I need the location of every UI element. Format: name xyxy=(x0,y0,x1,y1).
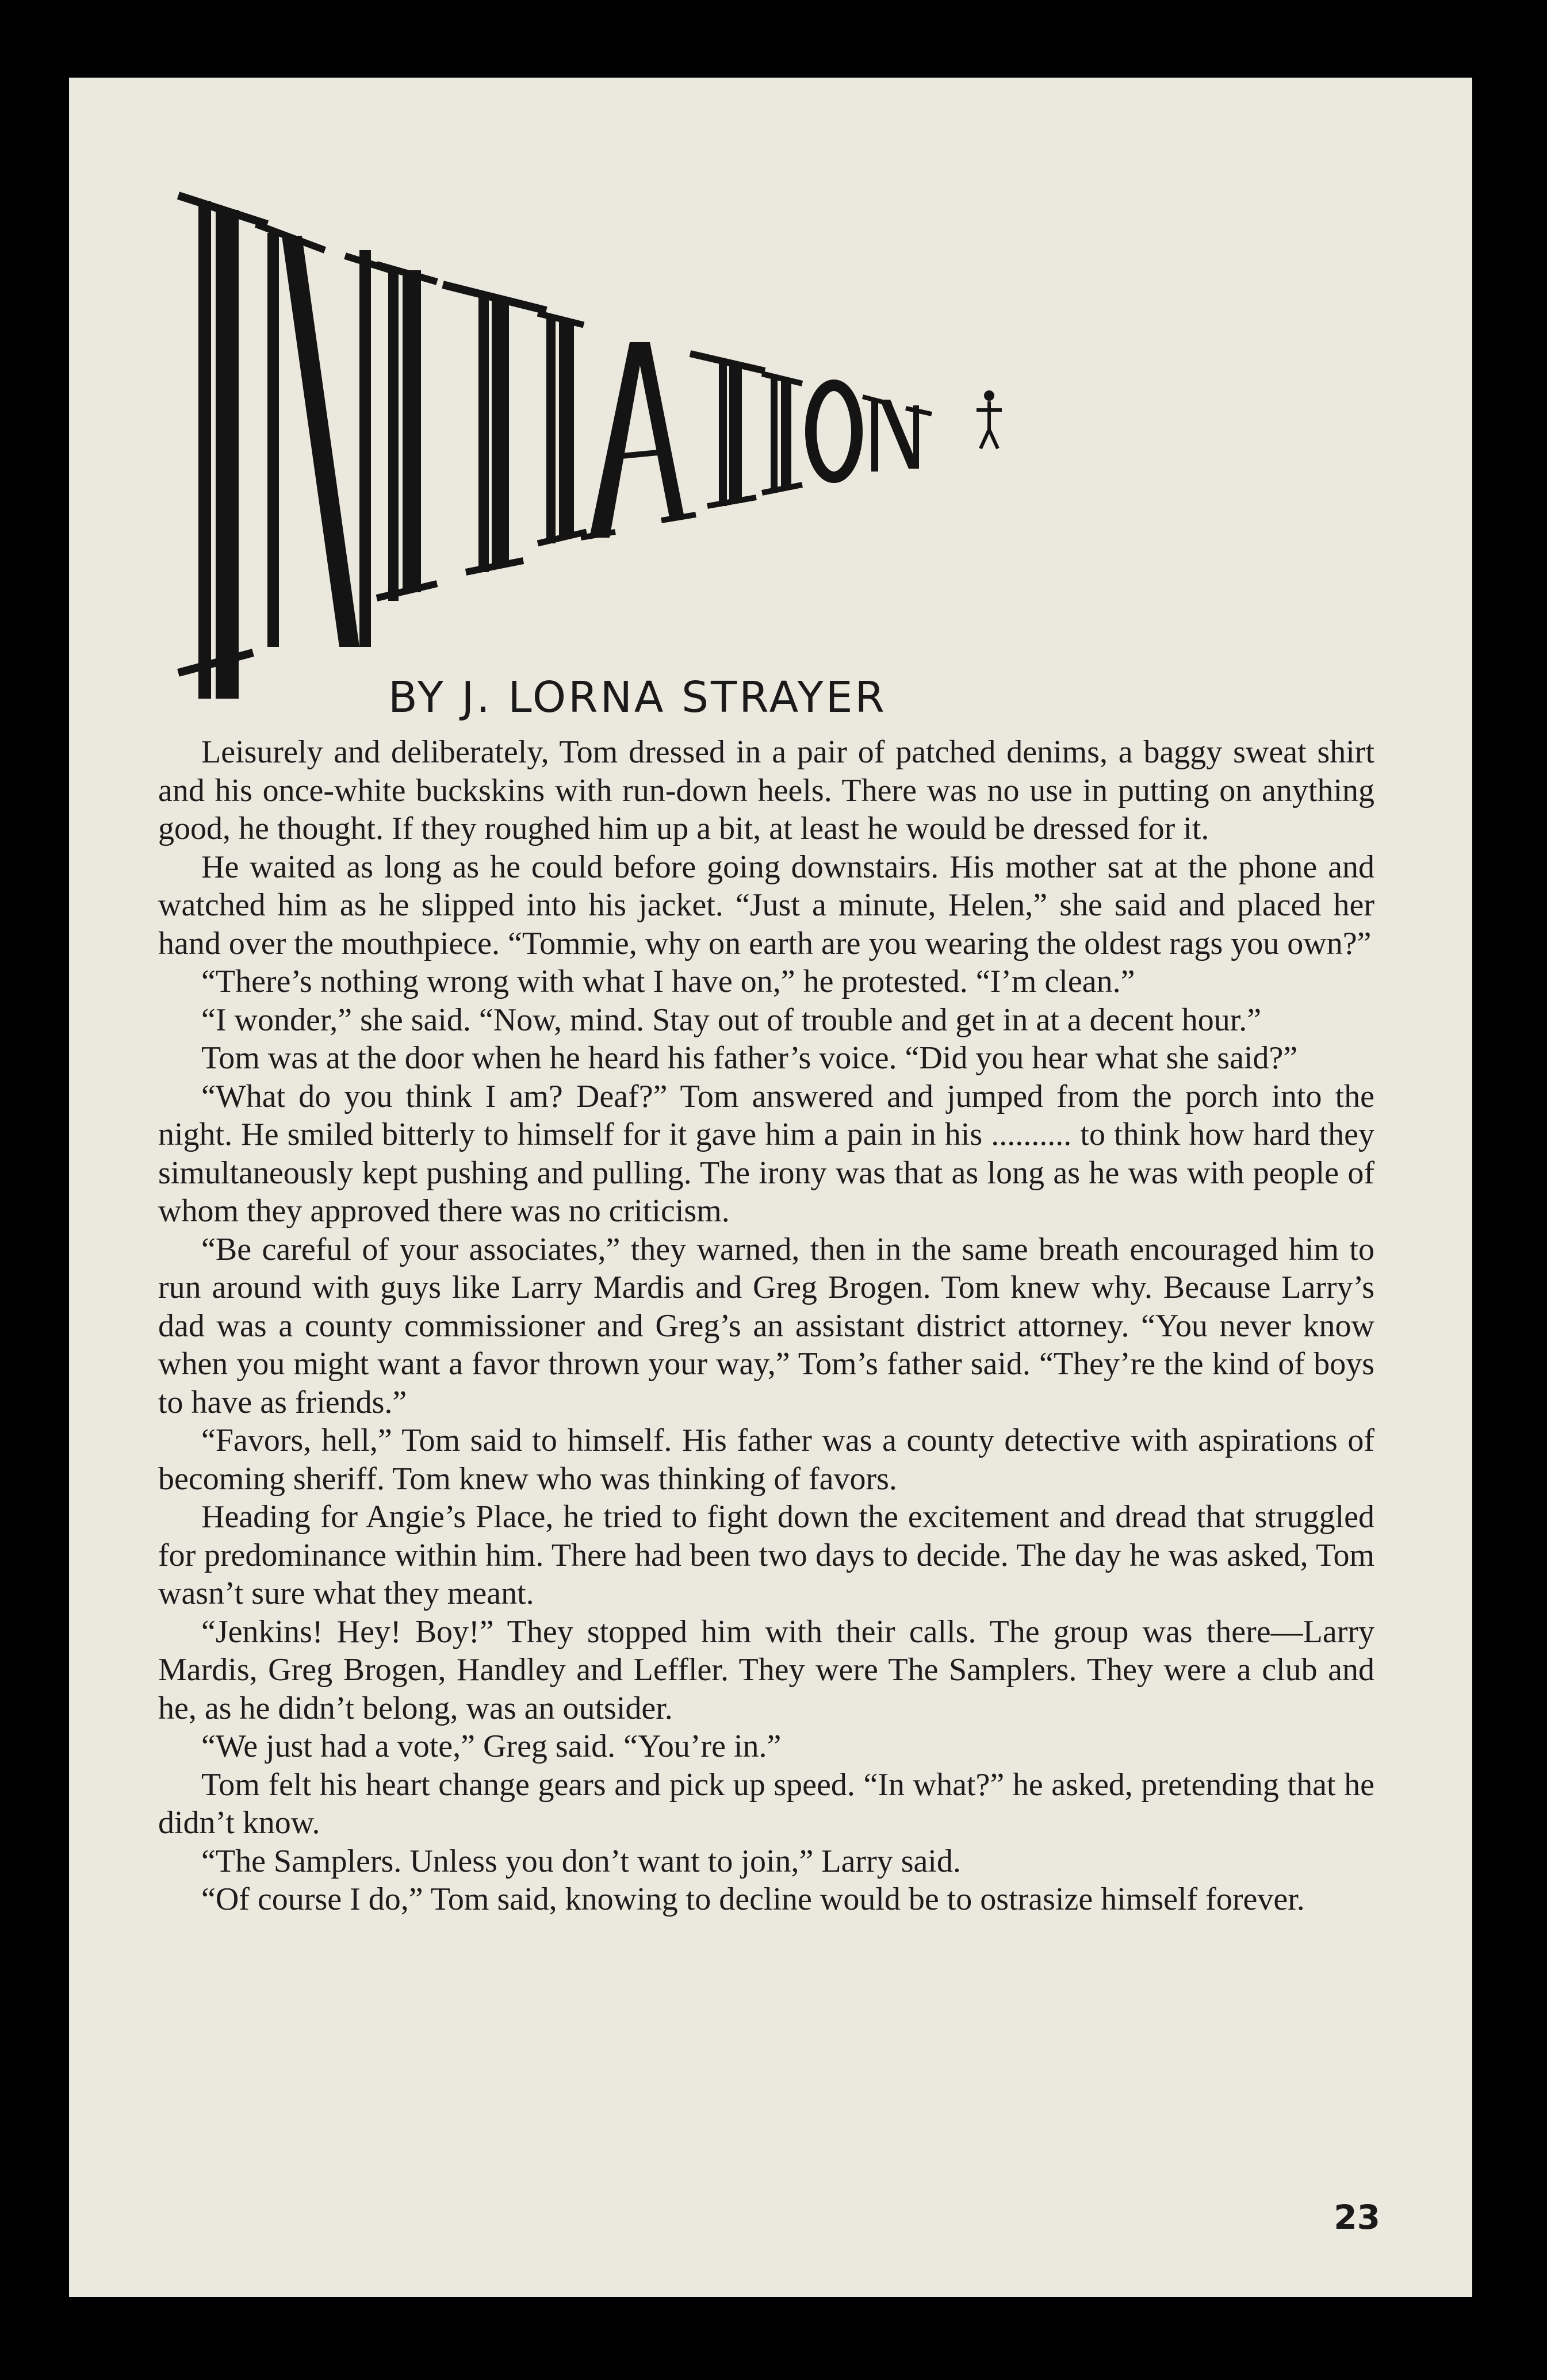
paragraph: “Jenkins! Hey! Boy!” They stopped him with their calls. The group was there—Larry Mardis, Greg Brogen, Handley and Leffler. They were The Samplers. They were a club and he, as he didn’t belong, was an outsider. xyxy=(158,1614,1374,1726)
paragraph: “Be careful of your associates,” they warned, then in the same breath encouraged him to run around with guys like Larry Mardis and Greg Brogen. Tom knew why. Because Larry’s dad was a county commissioner and Greg’s an assistant district attorney. “You never know when you might want a favor thrown your way,” Tom’s father said. “They’re the kind of boys to have as friends.” xyxy=(158,1231,1374,1420)
stick-figure-icon xyxy=(977,390,1002,449)
title-letter-t-2 xyxy=(690,354,765,506)
paragraph: Heading for Angie’s Place, he tried to fight down the excitement and dread that struggled for predominance within him. There had been two days to decide. The day he was asked, Tom wasn’t sure what they meant. xyxy=(158,1499,1374,1611)
paragraph: “Favors, hell,” Tom said to himself. His father was a county detective with aspirations of becoming sheriff. Tom knew who was thinking of favors. xyxy=(158,1423,1374,1497)
paragraph: “What do you think I am? Deaf?” Tom answered and jumped from the porch into the night. He smiled bitterly to himself for it gave him a pain in his .......... to think how hard they simultaneously kept pushing and pulling. The irony was that as long as he was with people of whom they approved there was no criticism. xyxy=(158,1078,1374,1229)
magazine-page xyxy=(69,78,1472,2297)
title-letter-a xyxy=(581,342,696,538)
paragraph: “There’s nothing wrong with what I have on,” he protested. “I’m clean.” xyxy=(201,964,1135,999)
paragraph: “The Samplers. Unless you don’t want to join,” Larry said. xyxy=(201,1843,961,1879)
title-letter-i-2 xyxy=(377,265,437,601)
paragraph: Leisurely and deliberately, Tom dressed in a pair of patched denims, a baggy sweat shirt and his once-white buckskins with run-down heels. There was no use in putting on anything good, he thought. If they roughed him up a bit, at least he would be dressed for it. xyxy=(158,734,1374,846)
paragraph: “I wonder,” she said. “Now, mind. Stay out of trouble and get in at a decent hour.” xyxy=(201,1002,1262,1038)
paragraph: He waited as long as he could before going downstairs. His mother sat at the phone and watched him as he slipped into his jacket. “Just a minute, Helen,” she said and placed her hand over the mouthpiece. “Tommie, why on earth are you wearing the oldest rags you own?” xyxy=(158,849,1374,961)
title-letter-i-3 xyxy=(538,313,587,543)
title-letter-i-4 xyxy=(762,374,802,493)
paragraph: “We just had a vote,” Greg said. “You’re in.” xyxy=(201,1729,782,1764)
paragraph: Tom was at the door when he heard his father’s voice. “Did you hear what she said?” xyxy=(201,1040,1298,1076)
page-number: 23 xyxy=(1334,2198,1380,2237)
title-letter-t xyxy=(443,285,546,572)
paragraph: Tom felt his heart change gears and pick up speed. “In what?” he asked, pretending that he didn’t know. xyxy=(158,1766,1374,1841)
article-body xyxy=(158,733,1374,1919)
title-letter-n xyxy=(256,224,391,647)
title-letter-n-2 xyxy=(863,397,932,472)
byline: BY J. LORNA STRAYER xyxy=(388,673,887,722)
title-letter-o xyxy=(811,385,857,477)
title-lettering xyxy=(69,78,1472,699)
paragraph: “Of course I do,” Tom said, knowing to decline would be to ostrasize himself forever. xyxy=(201,1881,1305,1917)
title-letter-i-1 xyxy=(178,196,267,699)
